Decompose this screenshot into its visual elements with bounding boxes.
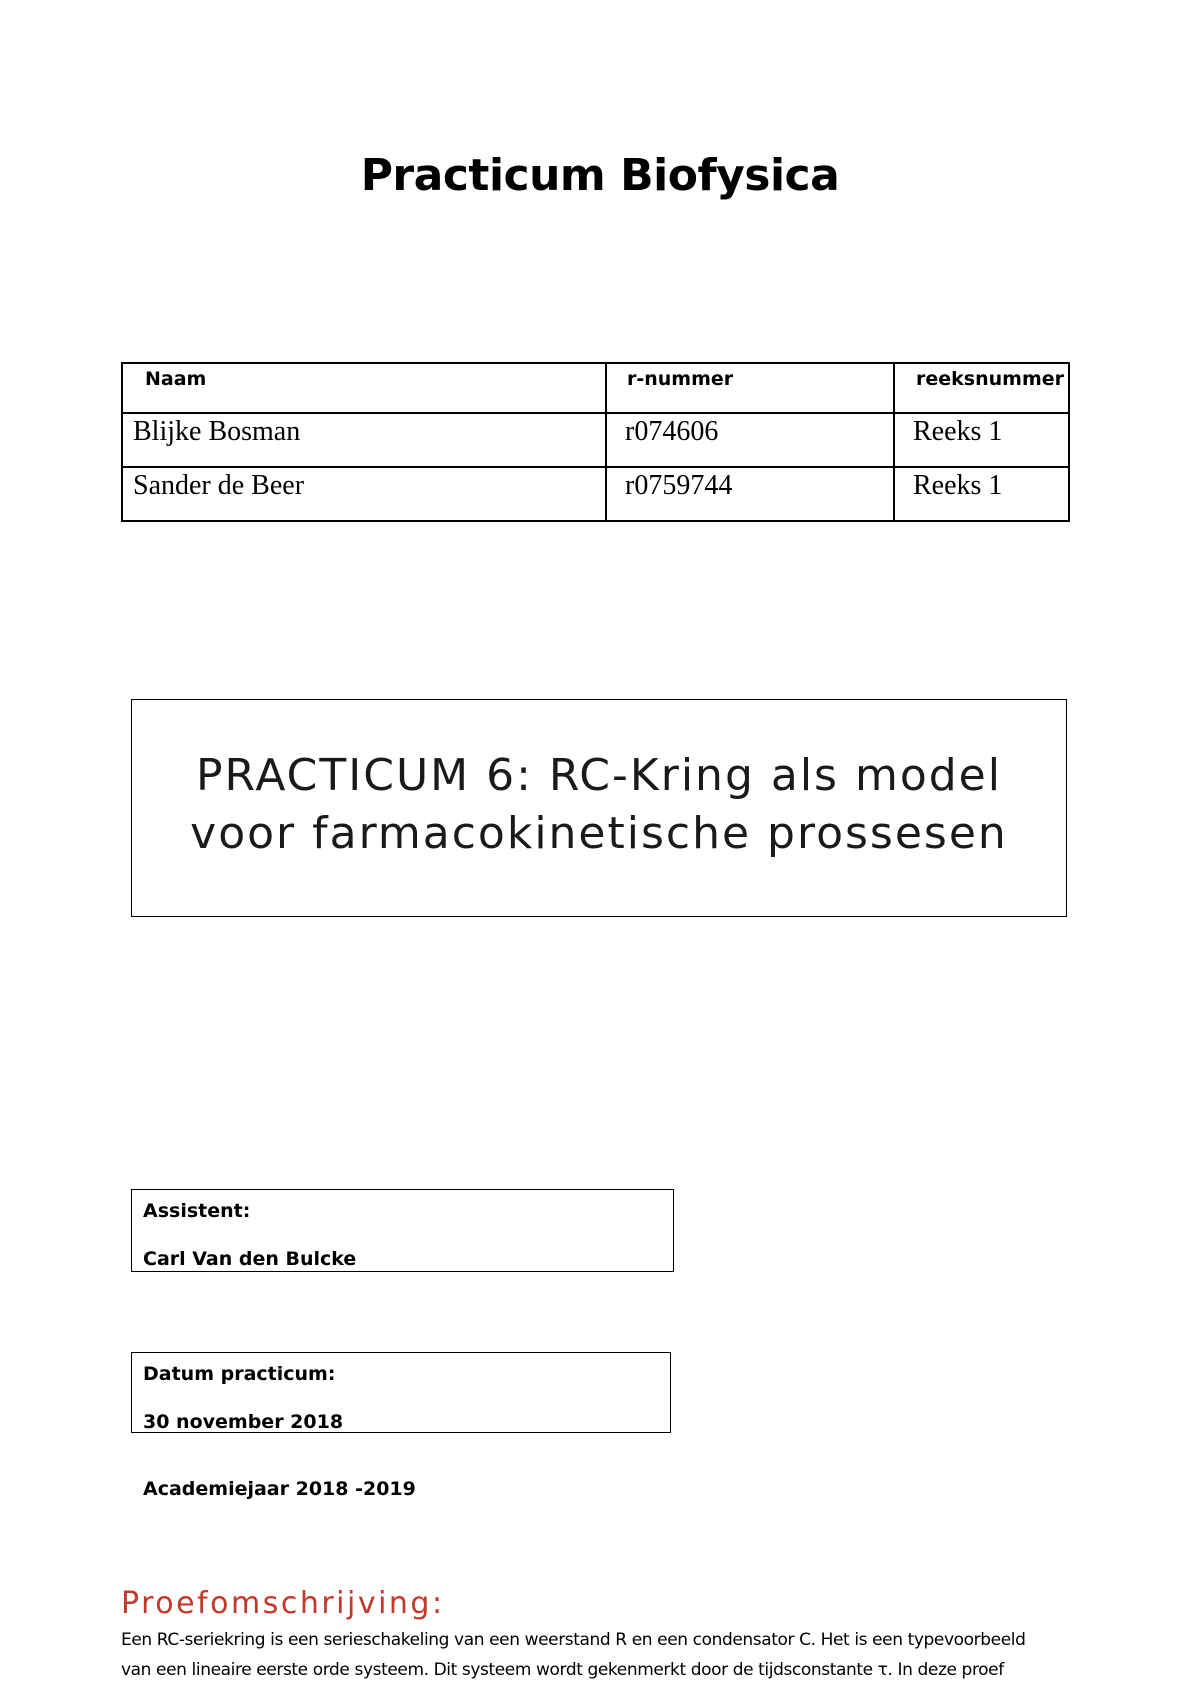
member-r-number: r0759744 — [606, 467, 894, 521]
intro-line-1: Een RC-seriekring is een serieschakeling van een weerstand R en een condensator C. Het is een typevoorbeeld — [121, 1630, 1026, 1650]
date-box — [131, 1352, 671, 1433]
intro-paragraph — [121, 1625, 1081, 1685]
members-table — [121, 362, 1070, 522]
member-series: Reeks 1 — [894, 467, 1069, 521]
column-header-reeksnummer: reeksnummer — [894, 363, 1069, 413]
assistant-box — [131, 1189, 674, 1272]
academic-year: Academiejaar 2018 -2019 — [143, 1478, 416, 1500]
member-name: Sander de Beer — [122, 467, 606, 521]
assistant-name: Carl Van den Bulcke — [143, 1248, 357, 1270]
table-header-row — [122, 363, 1069, 413]
column-header-r-nummer: r-nummer — [606, 363, 894, 413]
date-value: 30 november 2018 — [143, 1411, 344, 1433]
table-row — [122, 467, 1069, 521]
practicum-title-box — [131, 699, 1067, 917]
page-title: Practicum Biofysica — [360, 150, 840, 201]
section-heading: Proefomschrijving: — [121, 1586, 445, 1621]
member-r-number: r074606 — [606, 413, 894, 467]
practicum-title-line-2: voor farmacokinetische prossesen — [190, 808, 1008, 859]
assistant-label: Assistent: — [143, 1200, 251, 1222]
date-label: Datum practicum: — [143, 1363, 336, 1385]
table-row — [122, 413, 1069, 467]
practicum-title — [190, 747, 1008, 863]
intro-line-2: van een lineaire eerste orde systeem. Dit systeem wordt gekenmerkt door de tijdsconstante τ. In deze proef — [121, 1660, 1004, 1680]
column-header-naam: Naam — [122, 363, 606, 413]
practicum-title-line-1: PRACTICUM 6: RC-Kring als model — [196, 750, 1002, 801]
member-name: Blijke Bosman — [122, 413, 606, 467]
member-series: Reeks 1 — [894, 413, 1069, 467]
